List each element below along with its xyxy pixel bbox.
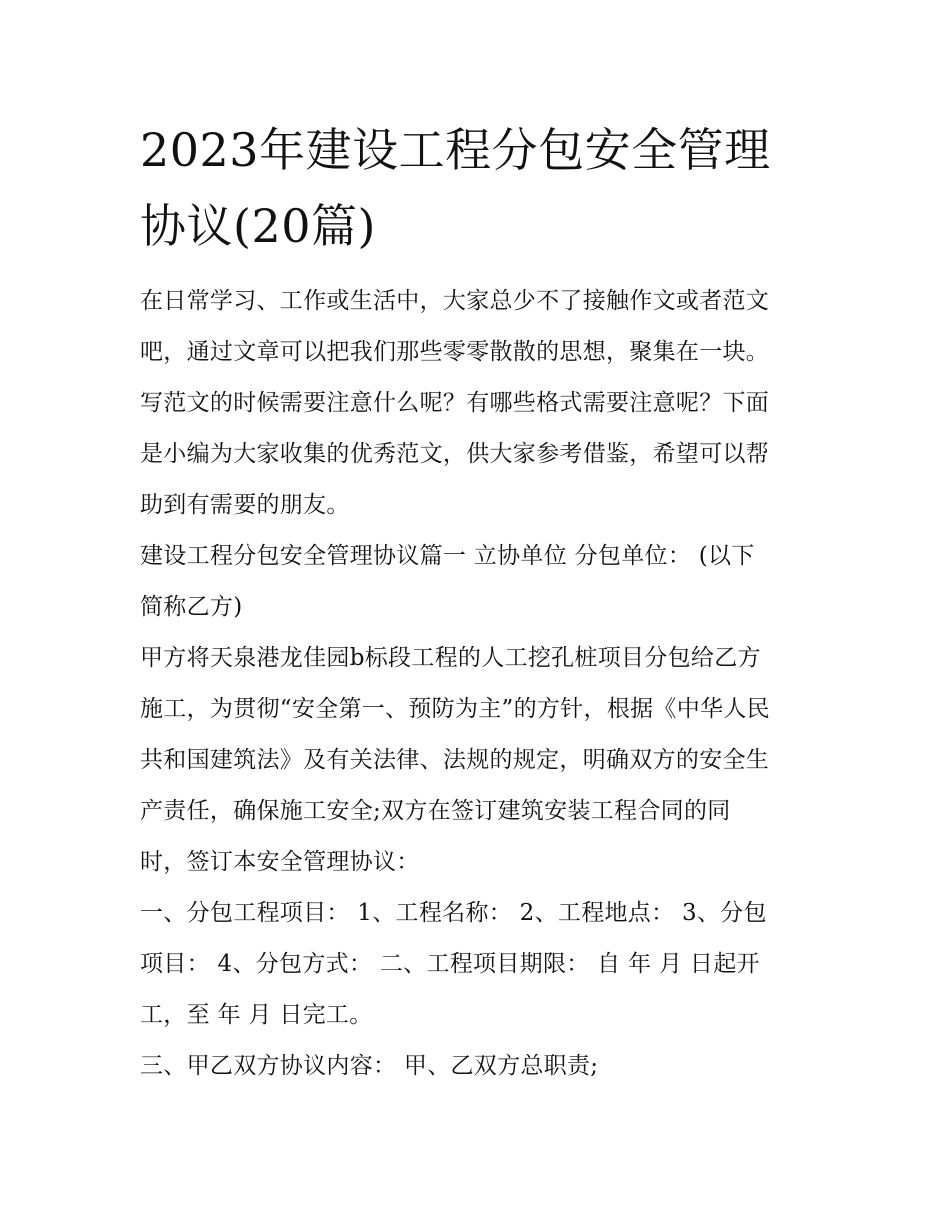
paragraph-agreement-content: [140, 1041, 830, 1092]
document-body: [140, 276, 830, 1092]
text-line: 一、分包工程项目： 1、工程名称： 2、工程地点： 3、分包: [140, 900, 767, 926]
text-line: 共和国建筑法》及有关法律、法规的规定，明确双方的安全生: [140, 747, 770, 773]
paragraph-intro: [140, 276, 830, 531]
text-line: 在日常学习、工作或生活中，大家总少不了接触作文或者范文: [140, 288, 770, 314]
paragraph-parties: [140, 531, 830, 633]
text-line: 建设工程分包安全管理协议篇一 立协单位 分包单位： (以下: [140, 543, 755, 569]
text-line: 项目： 4、分包方式： 二、工程项目期限： 自 年 月 日起开: [140, 951, 760, 977]
title-line: 2023年建设工程分包安全管理: [140, 123, 771, 177]
text-line: 吧，通过文章可以把我们那些零零散散的思想，聚集在一块。: [140, 339, 770, 365]
title-line: 协议(20篇): [140, 199, 376, 253]
paragraph-project-items: [140, 888, 830, 1041]
text-line: 工，至 年 月 日完工。: [140, 1002, 373, 1028]
text-line: 写范文的时候需要注意什么呢？有哪些格式需要注意呢？下面: [140, 390, 770, 416]
text-line: 是小编为大家收集的优秀范文，供大家参考借鉴，希望可以帮: [140, 441, 770, 467]
text-line: 简称乙方): [140, 594, 243, 620]
text-line: 甲方将天泉港龙佳园b标段工程的人工挖孔桩项目分包给乙方: [140, 645, 761, 671]
text-line: 时，签订本安全管理协议：: [140, 849, 420, 875]
paragraph-purpose: [140, 633, 830, 888]
text-line: 施工，为贯彻“安全第一、预防为主”的方针，根据《中华人民: [140, 696, 770, 722]
text-line: 三、甲乙双方协议内容： 甲、乙双方总职责;: [140, 1053, 599, 1079]
text-line: 产责任，确保施工安全;双方在签订建筑安装工程合同的同: [140, 798, 731, 824]
document-title: [140, 112, 820, 264]
text-line: 助到有需要的朋友。: [140, 492, 350, 518]
